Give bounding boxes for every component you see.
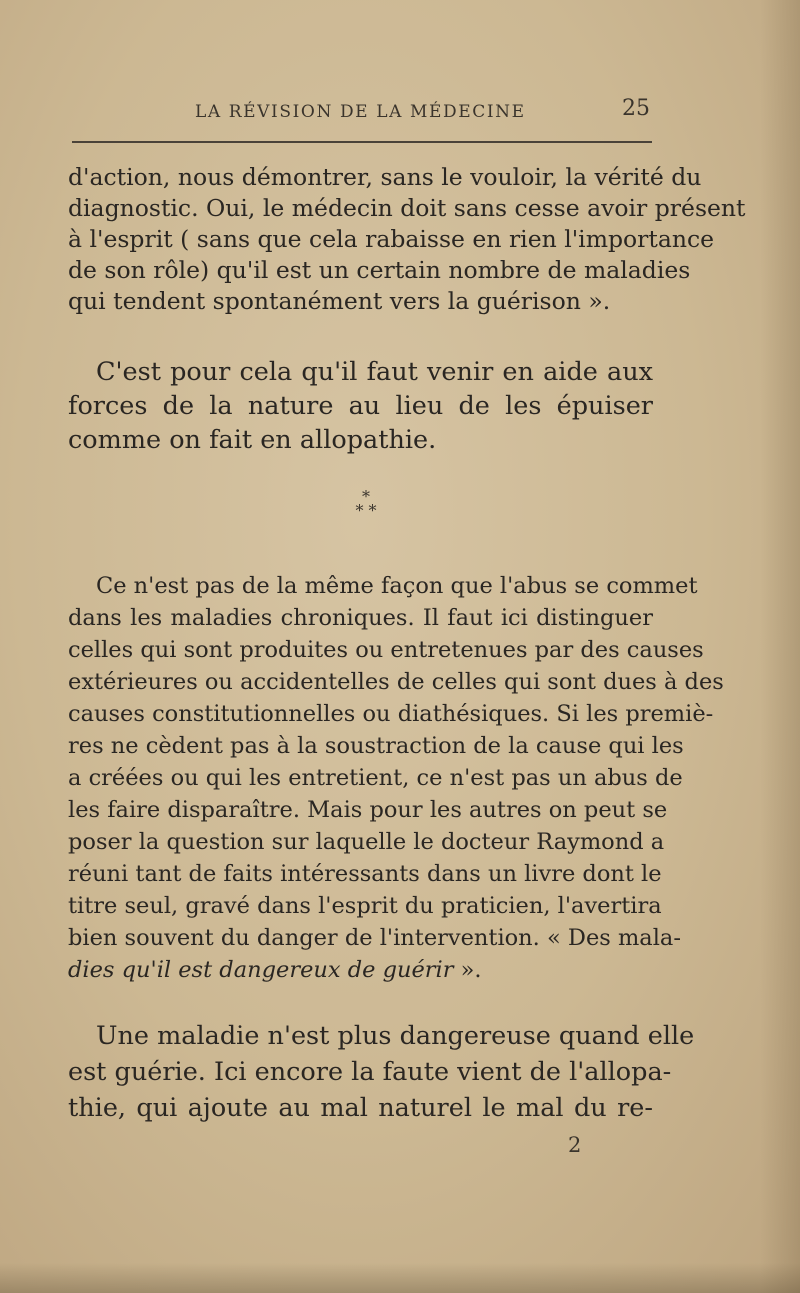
closing-quote: ». — [453, 957, 482, 983]
text-line: diagnostic. Oui, le médecin doit sans cesse avoir présent — [68, 194, 746, 222]
asterism-top: * — [362, 487, 370, 506]
text-line: qui tendent spontanément vers la guérison ». — [68, 287, 611, 315]
text-line: les faire disparaître. Mais pour les autres on peut se — [68, 797, 668, 823]
signature-mark: 2 — [568, 1133, 582, 1157]
text-line: titre seul, gravé dans l'esprit du praticien, l'avertira — [68, 893, 662, 919]
text-line: forces de la nature au lieu de les épuiser — [68, 391, 653, 421]
text-line: à l'esprit ( sans que cela rabaisse en rien l'importance — [68, 225, 715, 253]
text-line: Ce n'est pas de la même façon que l'abus se commet — [96, 573, 698, 599]
text-line: Une maladie n'est plus dangereuse quand elle — [96, 1021, 695, 1051]
page-edge-shadow — [760, 0, 800, 1293]
paragraph-1 — [68, 162, 746, 317]
paragraph-4 — [68, 1018, 695, 1126]
text-line: est guérie. Ici encore la faute vient de l'allopa- — [68, 1057, 672, 1087]
page-bottom-shadow — [0, 1263, 800, 1293]
text-line: poser la question sur laquelle le docteur Raymond a — [68, 829, 665, 855]
header-rule — [72, 141, 652, 143]
text-line: d'action, nous démontrer, sans le vouloir, la vérité du — [68, 163, 702, 191]
text-line: a créées ou qui les entretient, ce n'est pas un abus de — [68, 765, 683, 791]
text-line: réuni tant de faits intéressants dans un livre dont le — [68, 861, 662, 887]
asterism — [336, 487, 396, 520]
text-line: C'est pour cela qu'il faut venir en aide aux — [96, 357, 653, 387]
text-line: comme on fait en allopathie. — [68, 425, 437, 455]
text-line: bien souvent du danger de l'intervention. « Des mala- — [68, 925, 681, 951]
book-title-italic: dies qu'il est dangereux de guérir — [68, 957, 454, 983]
text-line-final — [68, 954, 653, 986]
paragraph-2 — [68, 355, 653, 457]
text-line: causes constitutionnelles ou diathésiques. Si les premiè- — [68, 701, 714, 727]
running-head: LA RÉVISION DE LA MÉDECINE — [195, 102, 526, 122]
page-number: 25 — [622, 96, 650, 121]
text-line: res ne cèdent pas à la soustraction de la cause qui les — [68, 733, 684, 759]
text-line: de son rôle) qu'il est un certain nombre de maladies — [68, 256, 691, 284]
text-line: extérieures ou accidentelles de celles qui sont dues à des — [68, 669, 724, 695]
text-line: celles qui sont produites ou entretenues par des causes — [68, 637, 704, 663]
asterism-bottom: * * — [355, 501, 377, 520]
text-line: dans les maladies chroniques. Il faut ici distinguer — [68, 605, 653, 631]
paragraph-3 — [68, 570, 724, 986]
text-line: thie, qui ajoute au mal naturel le mal du re- — [68, 1093, 653, 1123]
